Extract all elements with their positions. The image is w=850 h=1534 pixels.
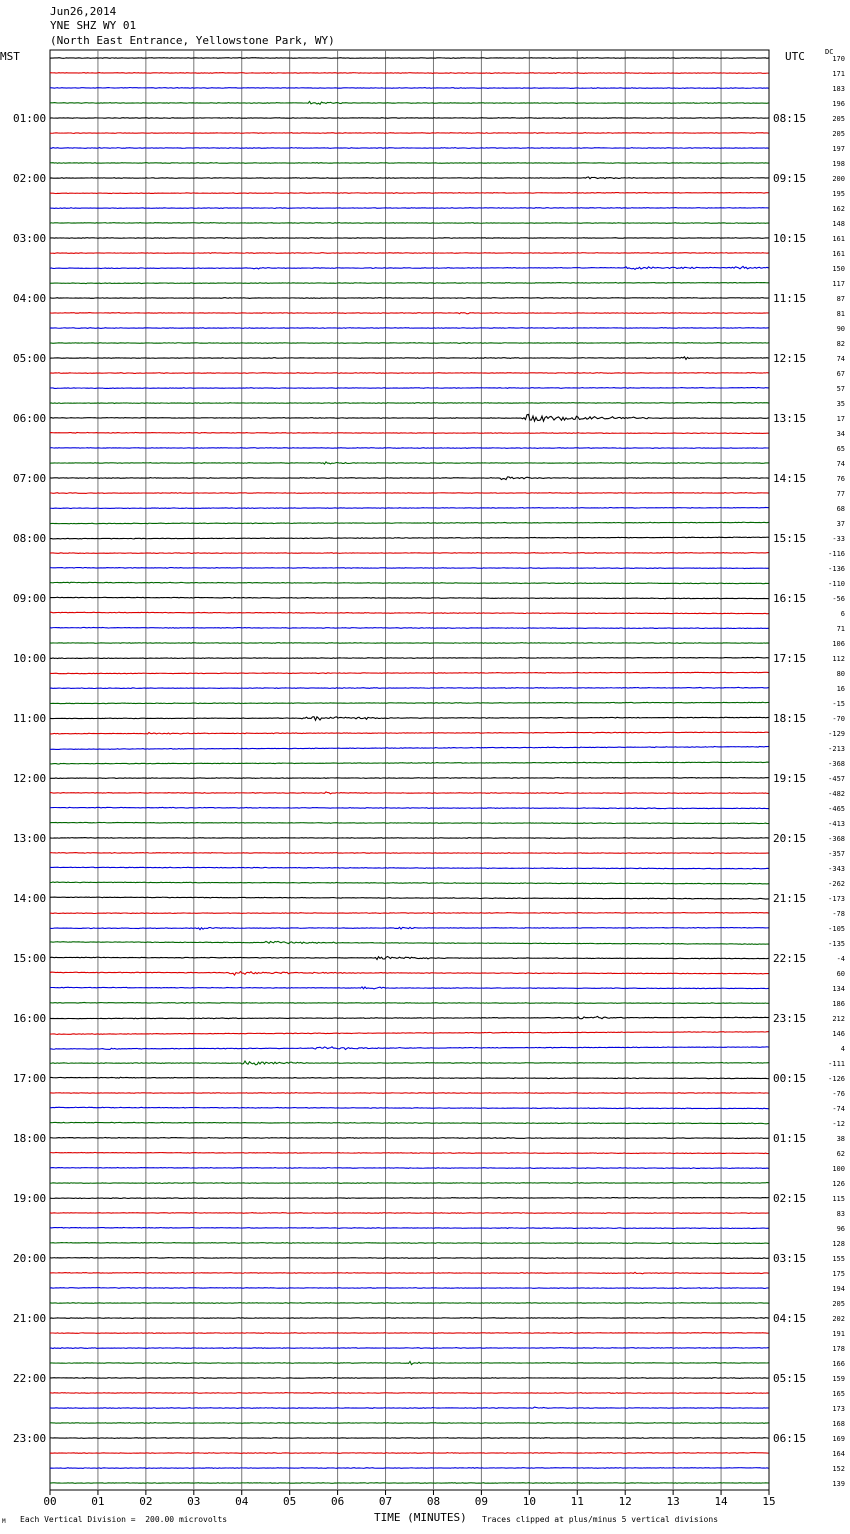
clip-note: Traces clipped at plus/minus 5 vertical divisions: [482, 1515, 719, 1524]
seismogram-trace: [50, 1361, 769, 1364]
dc-offset-label: 35: [836, 400, 845, 408]
seismogram-trace: [50, 822, 769, 823]
dc-offset-label: 71: [836, 625, 845, 633]
dc-offset-label: 6: [840, 610, 845, 618]
dc-offset-label: 82: [836, 340, 845, 348]
utc-hour-label: 05:15: [773, 1372, 807, 1385]
dc-offset-label: 68: [836, 505, 845, 513]
seismogram-trace: [50, 253, 769, 254]
station-code: YNE SHZ WY 01: [50, 19, 137, 32]
dc-offset-label: 196: [832, 100, 845, 108]
plot-frame: [50, 50, 769, 1490]
seismogram-trace: [50, 88, 769, 89]
mst-hour-label: 16:00: [13, 1012, 47, 1025]
utc-hour-label: 22:15: [773, 952, 807, 965]
seismogram-trace: [50, 777, 769, 778]
seismogram-trace: [50, 73, 769, 74]
x-tick-label: 11: [570, 1495, 584, 1508]
dc-offset-label: -105: [828, 925, 845, 933]
dc-offset-label: -78: [832, 910, 845, 918]
right-timezone-label: UTC: [785, 50, 805, 63]
dc-offset-label: 161: [832, 250, 845, 258]
mst-hour-label: 05:00: [13, 352, 47, 365]
dc-offset-label: 191: [832, 1330, 845, 1338]
dc-offset-label: 4: [840, 1045, 845, 1053]
mst-hour-label: 21:00: [13, 1312, 47, 1325]
seismogram-trace: [50, 1016, 769, 1018]
x-tick-label: 03: [187, 1495, 201, 1508]
seismogram-trace: [50, 477, 769, 480]
dc-offset-label: 198: [832, 160, 845, 168]
seismogram-trace: [50, 987, 769, 989]
seismogram-trace: [50, 838, 769, 839]
dc-offset-label: 205: [832, 115, 845, 123]
dc-offset-label: 115: [832, 1195, 845, 1203]
dc-offset-label: 16: [836, 685, 845, 693]
utc-hour-label: 13:15: [773, 412, 807, 425]
mst-hour-label: 18:00: [13, 1132, 47, 1145]
dc-offset-label: 164: [832, 1450, 845, 1458]
x-tick-label: 07: [378, 1495, 393, 1508]
seismogram-trace: [50, 597, 769, 599]
dc-offset-label: -368: [828, 760, 845, 768]
seismogram-trace: [50, 1213, 769, 1214]
seismogram-trace: [50, 612, 769, 614]
seismogram-trace: [50, 357, 769, 360]
utc-hour-label: 17:15: [773, 652, 807, 665]
utc-hour-label: 12:15: [773, 352, 807, 365]
x-tick-label: 12: [618, 1495, 632, 1508]
seismogram-trace: [50, 972, 769, 976]
mst-hour-label: 15:00: [13, 952, 47, 965]
dc-offset-label: 37: [836, 520, 845, 528]
seismogram-trace: [50, 1002, 769, 1003]
seismogram-trace: [50, 402, 769, 403]
seismogram-trace: [50, 298, 769, 299]
dc-offset-label: -70: [832, 715, 845, 723]
x-tick-label: 04: [235, 1495, 249, 1508]
seismogram-trace: [50, 1303, 769, 1304]
utc-hour-label: 14:15: [773, 472, 807, 485]
dc-offset-label: 34: [836, 430, 845, 438]
seismogram-trace: [50, 627, 769, 628]
dc-offset-label: 126: [832, 1180, 845, 1188]
seismogram-trace: [50, 343, 769, 344]
dc-offset-label: 205: [832, 130, 845, 138]
mst-hour-label: 11:00: [13, 712, 47, 725]
mst-hour-label: 02:00: [13, 172, 47, 185]
seismogram-trace: [50, 1438, 769, 1439]
dc-offset-label: -135: [828, 940, 845, 948]
dc-offset-label: 80: [836, 670, 845, 678]
dc-offset-label: 74: [836, 460, 845, 468]
dc-offset-label: 74: [836, 355, 845, 363]
dc-offset-label: 90: [836, 325, 845, 333]
seismogram-trace: [50, 762, 769, 764]
x-tick-label: 02: [139, 1495, 153, 1508]
corner-mark: M: [2, 1518, 6, 1525]
x-tick-label: 05: [283, 1495, 297, 1508]
dc-offset-label: -12: [832, 1120, 845, 1128]
seismogram-trace: [50, 1423, 769, 1424]
seismogram-trace: [50, 148, 769, 149]
mst-hour-label: 13:00: [13, 832, 47, 845]
seismogram-trace: [50, 941, 769, 944]
dc-offset-label: -262: [828, 880, 845, 888]
dc-offset-label: 175: [832, 1270, 845, 1278]
dc-offset-label: 194: [832, 1285, 845, 1293]
seismogram-trace: [50, 792, 769, 794]
dc-offset-label: 197: [832, 145, 845, 153]
dc-offset-label: 38: [836, 1135, 845, 1143]
seismogram-trace: [50, 163, 769, 164]
seismogram-trace: [50, 1407, 769, 1408]
dc-offset-label: 148: [832, 220, 845, 228]
seismogram-trace: [50, 208, 769, 209]
dc-offset-label: 77: [836, 490, 845, 498]
seismogram-trace: [50, 672, 769, 674]
seismogram-trace: [50, 927, 769, 929]
utc-hour-label: 21:15: [773, 892, 807, 905]
seismogram-trace: [50, 1453, 769, 1454]
dc-offset-label: 60: [836, 970, 845, 978]
mst-hour-label: 07:00: [13, 472, 47, 485]
seismogram-trace: [50, 1032, 769, 1035]
dc-offset-label: -111: [828, 1060, 845, 1068]
seismogram-trace: [50, 657, 769, 658]
dc-offset-label: 117: [832, 280, 845, 288]
record-date: Jun26,2014: [50, 5, 117, 18]
dc-offset-label: 162: [832, 205, 845, 213]
utc-hour-label: 18:15: [773, 712, 807, 725]
seismogram-trace: [50, 414, 769, 421]
mst-hour-label: 03:00: [13, 232, 47, 245]
dc-offset-label: -413: [828, 820, 845, 828]
dc-offset-header: DC: [825, 48, 834, 56]
seismogram-trace: [50, 1152, 769, 1153]
seismogram-trace: [50, 882, 769, 884]
mst-hour-label: 10:00: [13, 652, 47, 665]
seismogram-trace: [50, 912, 769, 913]
utc-hour-label: 01:15: [773, 1132, 807, 1145]
dc-offset-label: -136: [828, 565, 845, 573]
dc-offset-label: 128: [832, 1240, 845, 1248]
mst-hour-label: 12:00: [13, 772, 47, 785]
x-tick-label: 13: [666, 1495, 680, 1508]
seismogram-trace: [50, 238, 769, 239]
seismogram-trace: [50, 553, 769, 554]
seismogram-trace: [50, 1243, 769, 1244]
utc-hour-label: 08:15: [773, 112, 807, 125]
seismogram-trace: [50, 1197, 769, 1198]
utc-hour-label: 20:15: [773, 832, 807, 845]
dc-offset-label: -465: [828, 805, 845, 813]
seismogram-trace: [50, 1122, 769, 1123]
x-tick-label: 09: [474, 1495, 489, 1508]
dc-offset-label: -126: [828, 1075, 845, 1083]
dc-offset-label: -4: [836, 955, 845, 963]
seismogram-trace: [50, 1107, 769, 1109]
dc-offset-label: 168: [832, 1420, 845, 1428]
seismogram-trace: [50, 1093, 769, 1094]
seismogram-trace: [50, 387, 769, 388]
mst-hour-label: 19:00: [13, 1192, 47, 1205]
seismogram-trace: [50, 522, 769, 524]
dc-offset-label: -368: [828, 835, 845, 843]
seismogram-trace: [50, 373, 769, 374]
seismogram-trace: [50, 118, 769, 119]
dc-offset-label: 173: [832, 1405, 845, 1413]
dc-offset-label: 161: [832, 235, 845, 243]
mst-hour-label: 14:00: [13, 892, 47, 905]
dc-offset-label: -357: [828, 850, 845, 858]
dc-offset-label: -457: [828, 775, 845, 783]
seismogram-trace: [50, 1318, 769, 1319]
dc-offset-label: -129: [828, 730, 845, 738]
dc-offset-label: 17: [836, 415, 845, 423]
seismogram-trace: [50, 582, 769, 583]
dc-offset-label: -74: [832, 1105, 845, 1113]
dc-offset-label: 165: [832, 1390, 845, 1398]
seismogram-trace: [50, 1258, 769, 1259]
utc-hour-label: 19:15: [773, 772, 807, 785]
seismogram-trace: [50, 1288, 769, 1289]
dc-offset-label: 171: [832, 70, 845, 78]
seismogram-trace: [50, 328, 769, 329]
seismogram-trace: [50, 717, 769, 721]
seismogram-trace: [50, 192, 769, 193]
seismogram-trace: [50, 1378, 769, 1379]
dc-offset-label: 76: [836, 475, 845, 483]
dc-offset-label: 67: [836, 370, 845, 378]
dc-offset-label: 100: [832, 1165, 845, 1173]
dc-offset-label: -56: [832, 595, 845, 603]
left-timezone-label: MST: [0, 50, 20, 63]
dc-offset-label: 169: [832, 1435, 845, 1443]
seismogram-trace: [50, 1167, 769, 1168]
seismogram-trace: [50, 448, 769, 449]
dc-offset-label: 159: [832, 1375, 845, 1383]
dc-offset-label: 152: [832, 1465, 845, 1473]
seismogram-trace: [50, 1183, 769, 1184]
seismogram-trace: [50, 807, 769, 808]
dc-offset-label: -116: [828, 550, 845, 558]
seismogram-trace: [50, 1333, 769, 1334]
utc-hour-label: 00:15: [773, 1072, 807, 1085]
mst-hour-label: 17:00: [13, 1072, 47, 1085]
mst-hour-label: 20:00: [13, 1252, 47, 1265]
dc-offset-label: 205: [832, 1300, 845, 1308]
seismogram-trace: [50, 897, 769, 899]
x-tick-label: 00: [43, 1495, 57, 1508]
seismogram-trace: [50, 1468, 769, 1469]
dc-offset-label: 146: [832, 1030, 845, 1038]
dc-offset-label: 65: [836, 445, 845, 453]
utc-hour-label: 02:15: [773, 1192, 807, 1205]
dc-offset-label: 81: [836, 310, 845, 318]
dc-offset-label: 134: [832, 985, 845, 993]
seismogram-trace: [50, 867, 769, 869]
seismogram-trace: [50, 58, 769, 59]
seismogram-trace: [50, 956, 769, 959]
dc-offset-label: 112: [832, 655, 845, 663]
seismogram-trace: [50, 493, 769, 494]
x-tick-label: 14: [714, 1495, 728, 1508]
mst-hour-label: 09:00: [13, 592, 47, 605]
seismogram-trace: [50, 313, 769, 314]
seismogram-trace: [50, 1061, 769, 1065]
dc-offset-label: -76: [832, 1090, 845, 1098]
x-axis-label: TIME (MINUTES): [374, 1511, 467, 1524]
utc-hour-label: 04:15: [773, 1312, 807, 1325]
dc-offset-label: 183: [832, 85, 845, 93]
station-location: (North East Entrance, Yellowstone Park, WY): [50, 34, 335, 47]
dc-offset-label: 62: [836, 1150, 845, 1158]
seismogram-trace: [50, 177, 769, 179]
dc-offset-label: -343: [828, 865, 845, 873]
utc-hour-label: 16:15: [773, 592, 807, 605]
seismogram-trace: [50, 687, 769, 688]
seismogram-trace: [50, 1047, 769, 1050]
seismogram-trace: [50, 282, 769, 283]
scale-note: Each Vertical Division = 200.00 microvolts: [20, 1515, 228, 1524]
dc-offset-label: 186: [832, 1000, 845, 1008]
dc-offset-label: 87: [836, 295, 845, 303]
seismogram-trace: [50, 746, 769, 749]
mst-hour-label: 23:00: [13, 1432, 47, 1445]
x-tick-label: 10: [522, 1495, 536, 1508]
seismogram-trace: [50, 507, 769, 508]
seismogram-trace: [50, 1227, 769, 1228]
dc-offset-label: 195: [832, 190, 845, 198]
mst-hour-label: 08:00: [13, 532, 47, 545]
seismogram-trace: [50, 266, 769, 269]
utc-hour-label: 03:15: [773, 1252, 807, 1265]
x-tick-label: 15: [762, 1495, 776, 1508]
seismogram-trace: [50, 1348, 769, 1349]
dc-offset-label: 57: [836, 385, 845, 393]
seismogram-trace: [50, 643, 769, 644]
seismogram-trace: [50, 702, 769, 704]
seismogram-trace: [50, 1077, 769, 1079]
dc-offset-label: 96: [836, 1225, 845, 1233]
mst-hour-label: 01:00: [13, 112, 47, 125]
utc-hour-label: 23:15: [773, 1012, 807, 1025]
dc-offset-label: 139: [832, 1480, 845, 1488]
dc-offset-label: -110: [828, 580, 845, 588]
seismogram-trace: [50, 568, 769, 569]
dc-offset-label: 200: [832, 175, 845, 183]
seismogram-trace: [50, 853, 769, 854]
utc-hour-label: 09:15: [773, 172, 807, 185]
utc-hour-label: 15:15: [773, 532, 807, 545]
seismogram-trace: [50, 223, 769, 224]
seismogram-trace: [50, 537, 769, 539]
dc-offset-label: 150: [832, 265, 845, 273]
x-tick-label: 01: [91, 1495, 105, 1508]
dc-offset-label: 202: [832, 1315, 845, 1323]
seismogram-trace: [50, 1272, 769, 1274]
dc-offset-label: 106: [832, 640, 845, 648]
dc-offset-label: 170: [832, 55, 845, 63]
seismogram-trace: [50, 1483, 769, 1484]
mst-hour-label: 22:00: [13, 1372, 47, 1385]
dc-offset-label: -213: [828, 745, 845, 753]
seismogram-trace: [50, 133, 769, 134]
seismogram-trace: [50, 1393, 769, 1394]
seismogram-trace: [50, 462, 769, 464]
x-tick-label: 08: [426, 1495, 441, 1508]
dc-offset-label: 155: [832, 1255, 845, 1263]
seismogram-trace: [50, 101, 769, 104]
dc-offset-label: -33: [832, 535, 845, 543]
mst-hour-label: 04:00: [13, 292, 47, 305]
dc-offset-label: 166: [832, 1360, 845, 1368]
x-tick-label: 06: [330, 1495, 345, 1508]
dc-offset-label: -15: [832, 700, 845, 708]
seismogram-trace: [50, 1137, 769, 1138]
dc-offset-label: -482: [828, 790, 845, 798]
utc-hour-label: 06:15: [773, 1432, 807, 1445]
mst-hour-label: 06:00: [13, 412, 47, 425]
dc-offset-label: 178: [832, 1345, 845, 1353]
utc-hour-label: 10:15: [773, 232, 807, 245]
seismogram-trace: [50, 432, 769, 433]
seismogram-trace: [50, 732, 769, 734]
utc-hour-label: 11:15: [773, 292, 807, 305]
dc-offset-label: 83: [836, 1210, 845, 1218]
dc-offset-label: -173: [828, 895, 845, 903]
dc-offset-label: 212: [832, 1015, 845, 1023]
